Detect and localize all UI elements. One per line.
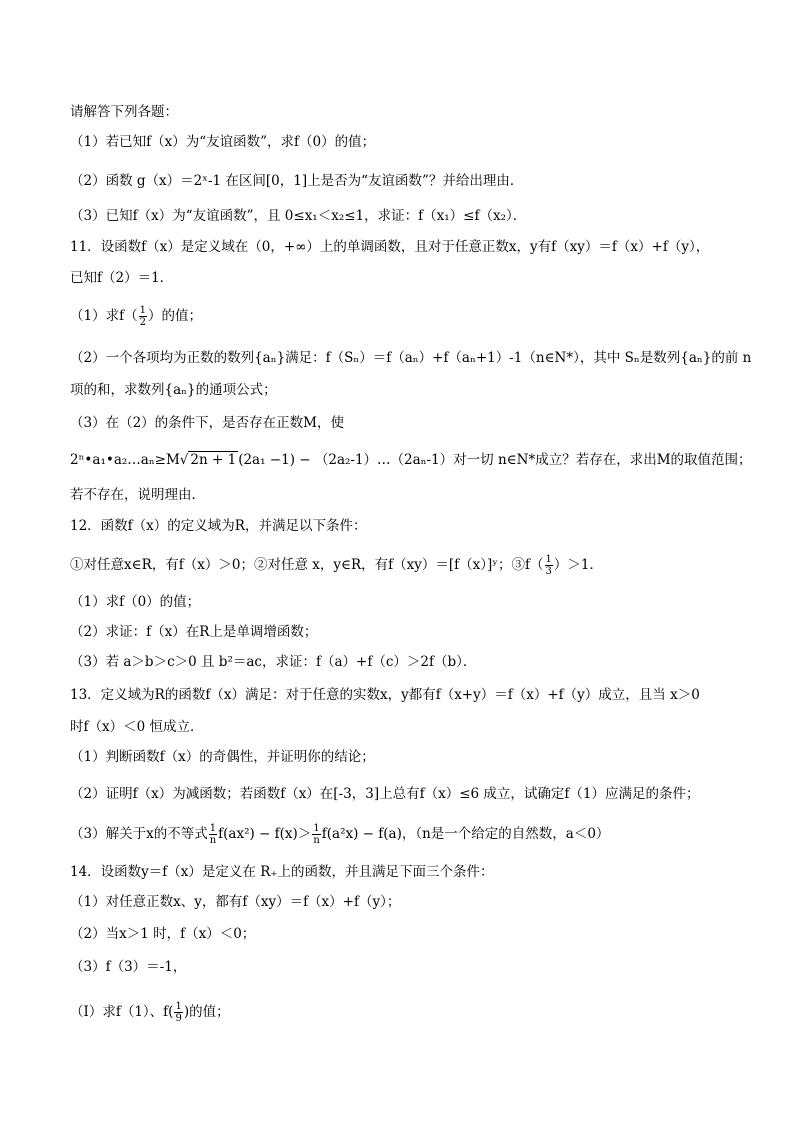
text-line: 12．函数f（x）的定义域为R，并满足以下条件： [70, 518, 367, 534]
text-line: ）的值； [147, 308, 202, 324]
q10-part3 [70, 207, 526, 225]
denominator: 9 [175, 1013, 182, 1024]
numerator: 1 [139, 305, 146, 316]
q12-part2 [70, 623, 317, 641]
fraction [209, 823, 217, 846]
q14-part1 [70, 1001, 230, 1024]
q12-stem [70, 517, 366, 535]
text-line: 2ⁿ•a₁•a₂…aₙ≥M√ [70, 452, 189, 468]
numerator: 1 [209, 823, 217, 834]
q13-stem-line2 [70, 718, 204, 736]
text-line: )的值； [183, 1004, 230, 1020]
q13-stem-line1 [70, 686, 700, 704]
text-line: （3）已知f（x）为“友谊函数”，且 0≤x₁＜x₂≤1，求证：f（x₁）≤f（x₂）． [70, 208, 527, 224]
text-line: 14．设函数y＝f（x）是定义在 R₊上的函数，并且满足下面三个条件： [70, 864, 494, 880]
q12-part3 [70, 653, 476, 671]
text-line: （2）证明f（x）为减函数；若函数f（x）在[-3，3]上总有f（x）≤6 成立，试确定f（1）应满足的条件； [70, 786, 700, 802]
q11-stem-line1 [70, 238, 709, 256]
text-line: （1）求f（ [70, 308, 138, 324]
q12-conditions [70, 554, 603, 577]
numerator: 1 [545, 554, 552, 565]
q11-part3-line3 [70, 486, 205, 504]
text-line: （1）判断函数f（x）的奇偶性，并证明你的结论； [70, 749, 375, 765]
text-line: （3）解关于x的不等式 [70, 826, 208, 842]
q12-part1 [70, 593, 200, 611]
text-line: (2a₁ −1) − （2a₂-1）…（2aₙ-1）对一切 n∈N*成立？若存在，求出M的取值范围； [238, 452, 752, 468]
q11-part3-line2 [70, 451, 752, 469]
intro-label: 请解答下列各题： [70, 104, 178, 120]
q11-part2-line1 [70, 349, 751, 367]
text-line: f(ax²) − f(x)＞ [218, 826, 312, 842]
denominator: n [209, 835, 217, 846]
fraction [545, 554, 553, 577]
text-line: 13．定义域为R的函数f（x）满足：对于任意的实数x，y都有f（x+y）＝f（x）+f（y）成立，且当 x＞0 [70, 687, 700, 703]
q10-part1 [70, 133, 375, 151]
q11-part1 [70, 305, 202, 328]
text-line: （2）求证：f（x）在R上是单调增函数； [70, 624, 318, 640]
text-line: f(a²x) − f(a)，（n是一个给定的自然数，a＜0） [321, 826, 610, 842]
q13-part3 [70, 823, 609, 846]
text-line: （3）若 a＞b＞c＞0 且 b²＝ac，求证：f（a）+f（c）＞2f（b）． [70, 654, 477, 670]
q14-stem [70, 863, 494, 881]
text-line: 项的和，求数列{aₙ}的通项公式； [70, 382, 277, 398]
q11-part2-line2 [70, 381, 277, 399]
fraction [174, 1001, 182, 1024]
q14-cond2 [70, 925, 255, 943]
text-line: 已知f（2）＝1． [70, 270, 174, 286]
text-line: （3）在（2）的条件下，是否存在正数M，使 [70, 415, 345, 431]
denominator: n [313, 835, 320, 846]
text-line: ）＞1． [553, 557, 603, 573]
numerator: 1 [313, 823, 320, 834]
denominator: 3 [545, 566, 552, 577]
fraction [312, 823, 320, 846]
q11-stem-line2 [70, 269, 173, 287]
q14-cond1 [70, 893, 400, 911]
q10-part2 [70, 172, 523, 190]
text-line: （3）f（3）＝-1， [70, 959, 187, 975]
text-line: （2）当x＞1 时，f（x）＜0； [70, 926, 256, 942]
text-line: （2）函数 g（x）＝2ˣ-1 在区间[0，1]上是否为“友谊函数”？并给出理由． [70, 173, 524, 189]
text-line: 若不存在，说明理由． [70, 487, 205, 503]
text-line: （2）一个各项均为正数的数列{aₙ}满足：f（Sₙ）＝f（aₙ）+f（aₙ+1）-1（n∈N*），其中 Sₙ是数列{aₙ}的前 n [70, 350, 752, 366]
q14-cond3 [70, 958, 186, 976]
intro-text [70, 103, 178, 121]
fraction [139, 305, 147, 328]
numerator: 1 [175, 1001, 182, 1012]
text-line: （Ⅰ）求f（1）、f( [70, 1004, 174, 1020]
text-line: （1）若已知f（x）为“友谊函数”，求f（0）的值； [70, 134, 376, 150]
text-line: 11．设函数f（x）是定义域在（0，+∞）上的单调函数，且对于任意正数x，y有f（xy）＝f（x）+f（y）， [70, 239, 710, 255]
q13-part1 [70, 748, 375, 766]
sqrt-expression: 2n + 1 [190, 452, 237, 468]
q11-part3-line1 [70, 414, 344, 432]
text-line: （1）对任意正数x、y，都有f（xy）＝f（x）+f（y）； [70, 894, 401, 910]
q13-part2 [70, 785, 699, 803]
denominator: 2 [139, 317, 146, 328]
text-line: ①对任意x∈R，有f（x）＞0；②对任意 x，y∈R，有f（xy）＝[f（x）]ʸ；③f（ [70, 557, 544, 573]
text-line: 时f（x）＜0 恒成立． [70, 719, 204, 735]
text-line: （1）求f（0）的值； [70, 594, 201, 610]
